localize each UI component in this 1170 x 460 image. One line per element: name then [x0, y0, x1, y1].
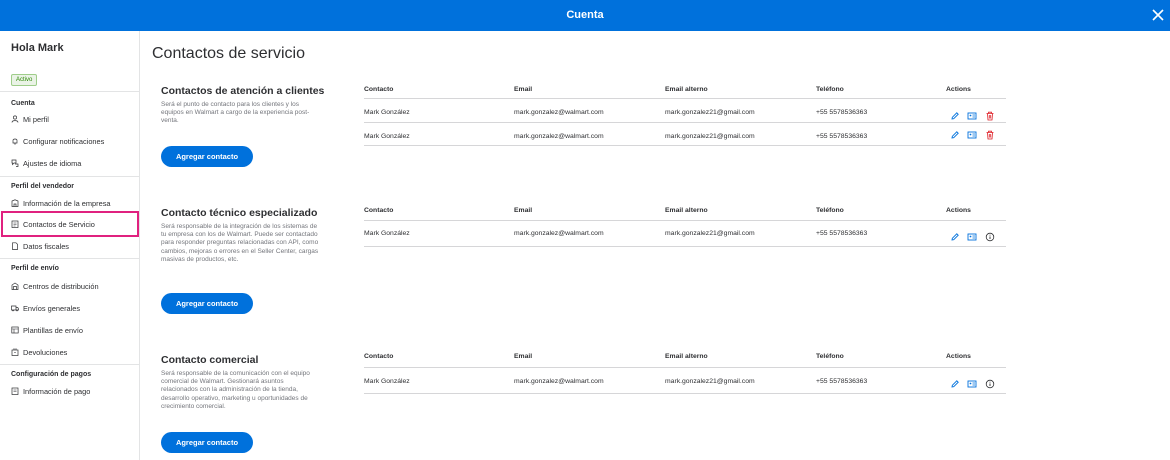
table-divider	[364, 393, 1006, 394]
contact-alt-email: mark.gonzalez21@gmail.com	[665, 378, 755, 385]
section-title-vendedor: Perfil del vendedor	[11, 183, 75, 190]
contact-phone: +55 5578536363	[816, 109, 868, 116]
sidebar-item-datos-fiscales[interactable]	[11, 242, 69, 251]
section-title-atencion-clientes: Contactos de atención a clientes	[161, 85, 325, 97]
contacts-icon	[11, 220, 19, 228]
sidebar-item-mi-perfil[interactable]	[11, 115, 49, 124]
column-header-email: Email	[514, 86, 533, 93]
section-title-tecnico: Contacto técnico especializado	[161, 207, 318, 219]
sidebar-item-label: Centros de distribución	[23, 282, 99, 291]
template-icon	[11, 326, 19, 334]
table-divider	[364, 98, 1006, 99]
contact-name: Mark González	[364, 378, 410, 385]
contact-alt-email: mark.gonzalez21@gmail.com	[665, 109, 755, 116]
divider	[0, 91, 140, 92]
sidebar-item-label: Plantillas de envío	[23, 326, 83, 335]
contact-card-icon[interactable]	[967, 130, 977, 140]
sidebar-item-label: Información de pago	[23, 387, 91, 396]
contact-phone: +55 5578536363	[816, 133, 868, 140]
page-title: Contactos de servicio	[152, 45, 305, 62]
contact-card-icon[interactable]	[967, 232, 977, 242]
column-header-contacto: Contacto	[364, 353, 394, 360]
delete-icon[interactable]	[985, 130, 995, 140]
section-description: Será responsable de la integración de los sistemas de tu empresa con los de Walmart. Puede ser contactado para responder preguntas relacionadas con API, como cambios, mejoras o errores en el Seller Center, cargas masivas de productos, etc.	[161, 223, 319, 263]
contact-name: Mark González	[364, 230, 410, 237]
table-divider	[364, 145, 1006, 146]
sidebar	[0, 31, 140, 460]
add-contact-button[interactable]: Agregar contacto	[161, 432, 253, 453]
section-description: Será responsable de la comunicación con el equipo comercial de Walmart. Gestionará asuntos relacionados con la administración de la tienda, desarrollo operativo, marketing u oportunidades de crecimiento comercial.	[161, 370, 310, 410]
column-header-actions: Actions	[946, 353, 971, 360]
sidebar-item-contactos-servicio[interactable]	[11, 220, 95, 229]
sidebar-item-label: Mi perfil	[23, 115, 49, 124]
sidebar-item-idioma[interactable]	[11, 159, 81, 168]
table-divider	[364, 220, 1006, 221]
edit-icon[interactable]	[950, 130, 960, 140]
sidebar-item-empresa[interactable]	[11, 199, 111, 208]
contact-name: Mark González	[364, 109, 410, 116]
divider	[0, 258, 140, 259]
payment-icon	[11, 387, 19, 395]
add-contact-button[interactable]: Agregar contacto	[161, 293, 253, 314]
contact-name: Mark González	[364, 133, 410, 140]
column-header-email: Email	[514, 207, 533, 214]
divider	[0, 364, 140, 365]
contact-card-icon[interactable]	[967, 379, 977, 389]
sidebar-item-label: Datos fiscales	[23, 242, 70, 251]
column-header-contacto: Contacto	[364, 86, 394, 93]
edit-icon[interactable]	[950, 111, 960, 121]
contact-email: mark.gonzalez@walmart.com	[514, 230, 604, 237]
return-icon	[11, 348, 19, 356]
status-badge: Activo	[11, 74, 37, 86]
sidebar-item-plantillas[interactable]	[11, 326, 83, 335]
column-header-email-alterno: Email alterno	[665, 86, 708, 93]
building-icon	[11, 199, 19, 207]
contact-email: mark.gonzalez@walmart.com	[514, 378, 604, 385]
section-description: Será el punto de contacto para los clientes y los equipos en Walmart a cargo de la experiencia post-venta.	[161, 101, 310, 125]
column-header-telefono: Teléfono	[816, 353, 844, 360]
sidebar-item-notificaciones[interactable]	[11, 137, 104, 146]
column-header-email-alterno: Email alterno	[665, 353, 708, 360]
column-header-contacto: Contacto	[364, 207, 394, 214]
sidebar-item-label: Información de la empresa	[23, 199, 111, 208]
column-header-actions: Actions	[946, 86, 971, 93]
sidebar-item-centros[interactable]	[11, 282, 99, 291]
distribution-icon	[11, 282, 19, 290]
sidebar-item-informacion-pago[interactable]	[11, 387, 90, 396]
divider	[0, 176, 140, 177]
bell-icon	[11, 137, 19, 145]
top-bar	[0, 0, 1170, 31]
column-header-actions: Actions	[946, 207, 971, 214]
table-divider	[364, 246, 1006, 247]
language-icon	[11, 159, 19, 167]
sidebar-item-envios-generales[interactable]	[11, 304, 80, 313]
sidebar-item-label: Envíos generales	[23, 304, 81, 313]
contact-email: mark.gonzalez@walmart.com	[514, 133, 604, 140]
sidebar-item-label: Contactos de Servicio	[23, 220, 95, 229]
user-icon	[11, 115, 19, 123]
column-header-telefono: Teléfono	[816, 86, 844, 93]
contact-email: mark.gonzalez@walmart.com	[514, 109, 604, 116]
window-title: Cuenta	[566, 9, 604, 21]
table-divider	[364, 122, 1006, 123]
contact-phone: +55 5578536363	[816, 378, 868, 385]
edit-icon[interactable]	[950, 379, 960, 389]
add-contact-button[interactable]: Agregar contacto	[161, 146, 253, 167]
greeting: Hola Mark	[11, 42, 64, 54]
document-icon	[11, 242, 19, 250]
table-divider	[364, 367, 1006, 368]
contact-phone: +55 5578536363	[816, 230, 868, 237]
section-title-envio: Perfil de envío	[11, 265, 59, 272]
info-icon[interactable]	[985, 232, 995, 242]
sidebar-item-devoluciones[interactable]	[11, 348, 67, 357]
section-title-cuenta: Cuenta	[11, 100, 35, 107]
column-header-email: Email	[514, 353, 533, 360]
sidebar-item-label: Ajustes de idioma	[23, 159, 82, 168]
info-icon[interactable]	[985, 379, 995, 389]
close-icon[interactable]	[1149, 6, 1167, 24]
contact-alt-email: mark.gonzalez21@gmail.com	[665, 133, 755, 140]
contact-card-icon[interactable]	[967, 111, 977, 121]
sidebar-item-label: Configurar notificaciones	[23, 137, 105, 146]
truck-icon	[11, 304, 19, 312]
contact-alt-email: mark.gonzalez21@gmail.com	[665, 230, 755, 237]
delete-icon[interactable]	[985, 111, 995, 121]
section-title-comercial: Contacto comercial	[161, 354, 259, 366]
column-header-email-alterno: Email alterno	[665, 207, 708, 214]
section-title-pagos: Configuración de pagos	[11, 371, 92, 378]
edit-icon[interactable]	[950, 232, 960, 242]
column-header-telefono: Teléfono	[816, 207, 844, 214]
sidebar-item-label: Devoluciones	[23, 348, 68, 357]
